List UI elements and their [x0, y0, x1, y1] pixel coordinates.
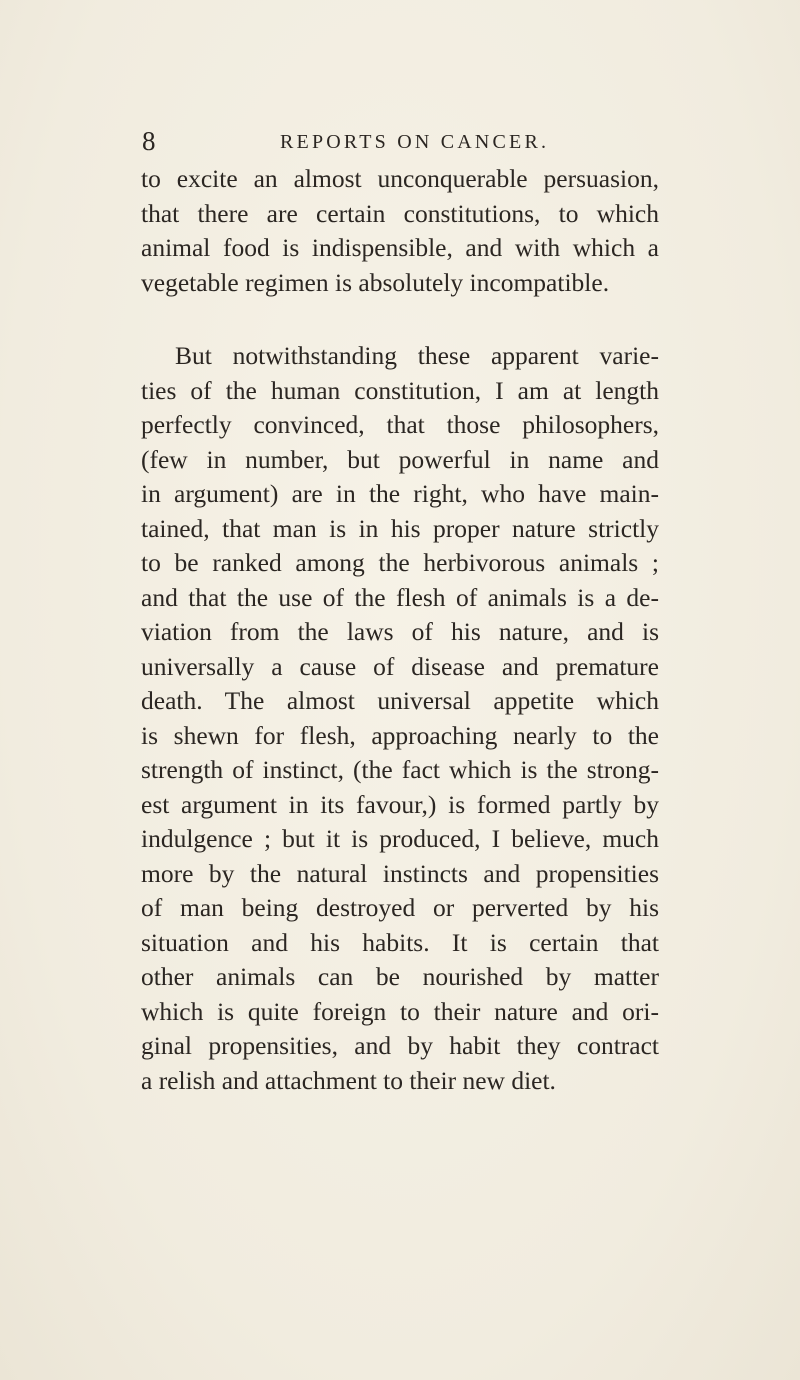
- text-line: in argument) are in the right, who have main-: [141, 479, 659, 508]
- text-line: which is quite foreign to their nature and ori-: [141, 996, 659, 1026]
- paragraph-2: [141, 339, 659, 1098]
- text-line: other animals can be nourished by matter: [141, 962, 659, 991]
- text-line: universally a cause of disease and premature: [141, 651, 659, 681]
- text-line: is shewn for flesh, approaching nearly to the: [141, 720, 659, 750]
- text-line: ties of the human constitution, I am at length: [141, 375, 659, 405]
- text-line: But notwithstanding these apparent varie-: [175, 341, 659, 370]
- text-line: that there are certain constitutions, to which: [141, 198, 659, 228]
- text-line: more by the natural instincts and propensities: [141, 858, 659, 888]
- text-line: est argument in its favour,) is formed partly by: [141, 789, 659, 819]
- text-line: vegetable regimen is absolutely incompatible.: [141, 267, 610, 297]
- text-line: and that the use of the flesh of animals is a de-: [141, 582, 659, 612]
- text-line: viation from the laws of his nature, and is: [141, 617, 659, 646]
- text-line: ginal propensities, and by habit they contract: [141, 1031, 659, 1060]
- text-line: (few in number, but powerful in name and: [141, 444, 659, 474]
- page-number: 8: [142, 126, 156, 156]
- paragraph-1: [141, 162, 659, 300]
- text-line: strength of instinct, (the fact which is the strong-: [141, 755, 659, 784]
- text-line: perfectly convinced, that those philosophers,: [141, 410, 659, 439]
- running-title: REPORTS ON CANCER.: [280, 131, 550, 153]
- text-line: situation and his habits. It is certain that: [141, 927, 659, 957]
- running-head: [142, 126, 662, 156]
- text-line: a relish and attachment to their new diet.: [141, 1065, 556, 1095]
- text-line: to excite an almost unconquerable persuasion,: [141, 164, 659, 193]
- text-line: to be ranked among the herbivorous animals ;: [141, 548, 659, 577]
- text-line: animal food is indispensible, and with which a: [141, 233, 659, 262]
- text-line: of man being destroyed or perverted by his: [141, 893, 659, 922]
- text-line: tained, that man is in his proper nature strictly: [141, 513, 659, 543]
- body-text: [141, 162, 659, 1098]
- text-line: indulgence ; but it is produced, I believe, much: [141, 824, 659, 853]
- text-line: death. The almost universal appetite which: [141, 686, 659, 715]
